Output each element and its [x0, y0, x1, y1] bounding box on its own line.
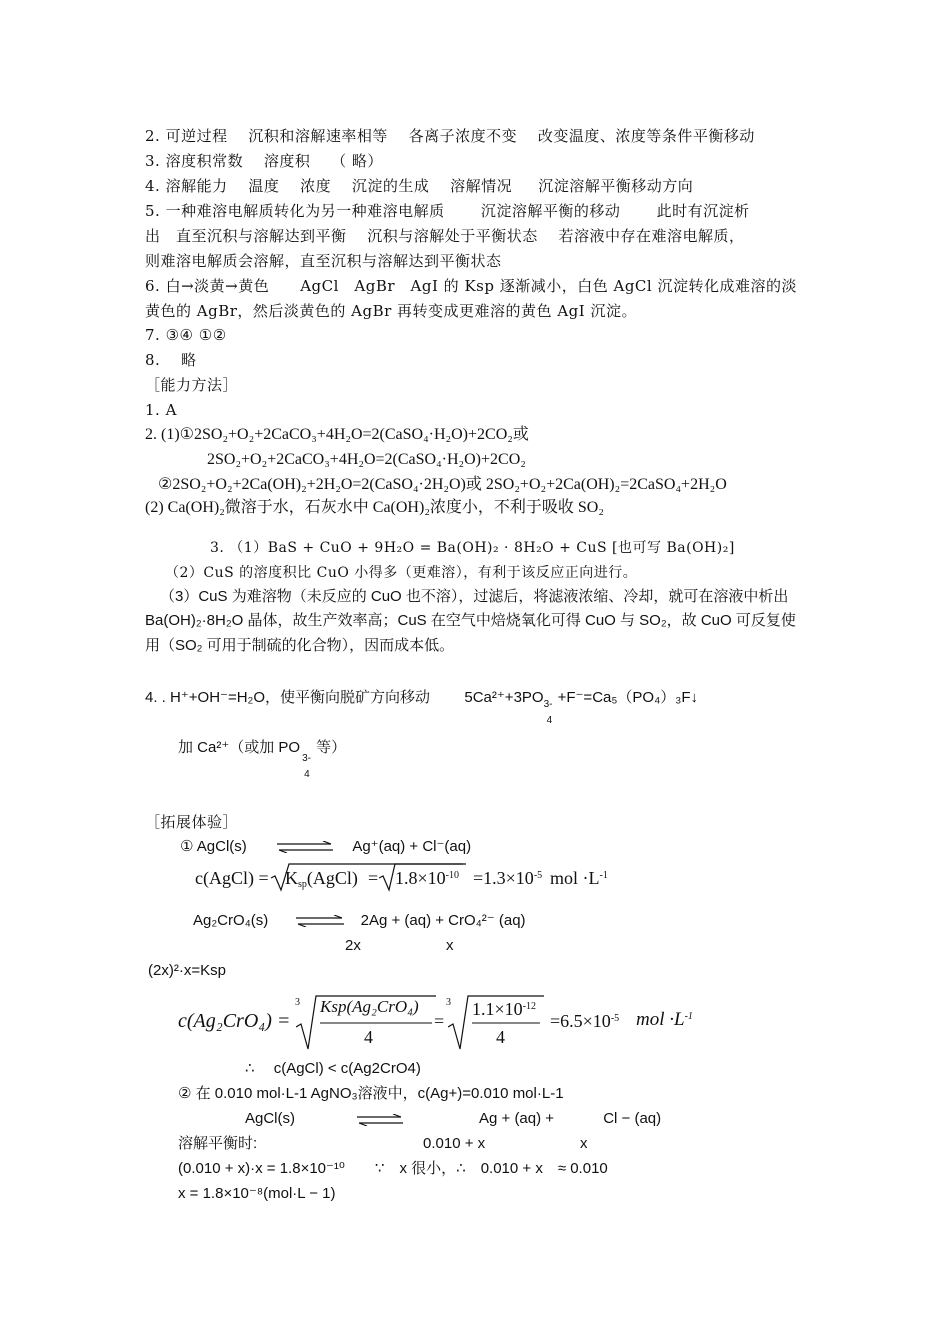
eq2-den: 4 [364, 1027, 373, 1047]
ext-eq1-reaction [180, 836, 471, 858]
ability-q4-line1 [145, 687, 698, 726]
ext-eq3-a: 0.010 + x [423, 1135, 486, 1152]
eq2-unit: mol $\cdot L^{-1}$ [636, 1009, 693, 1030]
answer-4: 4. 溶解能力 温度 浓度 沉淀的生成 溶解情况 沉淀溶解平衡移动方向 [145, 177, 694, 195]
ext-eq3-calc: (0.010 + x)·x = 1.8×10⁻¹⁰ ∵ x 很小，∴ 0.010 + x ≈ 0.010 [178, 1160, 608, 1177]
q4-text-c: +F⁻=Ca₅（PO₄）₃F↓ [557, 689, 698, 706]
answer-3: 3. 溶度积常数 溶度积 （ 略） [145, 152, 383, 170]
ext-eq2-2x: 2x [345, 937, 361, 954]
answer-6-line1: 6. 白→淡黄→黄色 AgCl AgBr AgI 的 Ksp 逐渐减小，白色 AgCl 沉淀转化成难溶的淡 [145, 277, 797, 295]
ext-eq2-right: 2Ag + (aq) + CrO₄²⁻ (aq) [360, 912, 526, 929]
eq1-mid: = [368, 868, 379, 888]
ext-eq3-right: Ag + (aq) + Cl − (aq) [479, 1110, 662, 1127]
ext-eq3-left: AgCl(s) [245, 1110, 296, 1127]
eq1-unit: mol $\cdot L^{-1}$ [550, 868, 608, 888]
ext-eq3-b: x [580, 1135, 588, 1152]
ext-eq2-left: Ag₂CrO₄(s) [193, 912, 269, 929]
answer-7: 7. ③④ ①② [145, 326, 227, 344]
eq1-lhs: c(AgCl) = [195, 868, 269, 888]
po-sup: 3- [543, 699, 553, 710]
ability-q3-line2: （2）CuS 的溶度积比 CuO 小得多（更难溶），有利于该反应正向进行。 [165, 565, 638, 581]
ext-eq3-label: 溶解平衡时: [178, 1135, 258, 1152]
answer-5-line3: 则难溶电解质会溶解，直至沉积与溶解达到平衡状态 [145, 252, 502, 270]
ext-eq2-reaction [193, 910, 526, 932]
formula-c-agcl [195, 862, 635, 892]
answer-5-line1: 5. 一种难溶电解质转化为另一种难溶电解质 沉淀溶解平衡的移动 此时有沉淀析 [145, 202, 750, 220]
ext-part2-intro: ② 在 0.010 mol·L-1 AgNO₃溶液中，c(Ag+)=0.010 mol·L-1 [178, 1085, 564, 1102]
q4-text-e: 等） [316, 739, 347, 756]
ability-q2-line3: ②2SO₂+O₂+2Ca(OH)₂+2H₂O=2(CaSO₄·2H₂O)或 2SO₂+O₂+2Ca(OH)₂=2CaSO₄+2H₂O [158, 476, 727, 493]
eq1-ksp: $K_{sp}(AgCl)$ [285, 868, 358, 890]
eq2-lhs: c(Ag₂CrO₄) = [178, 1010, 291, 1032]
ability-q3-line5: 用（SO₂ 可用于制硫的化合物），因而成本低。 [145, 637, 455, 654]
answer-5-line2: 出 直至沉积与溶解达到平衡 沉积与溶解处于平衡状态 若溶液中存在难溶电解质， [145, 227, 745, 245]
ext-eq3-result: x = 1.8×10⁻⁸(mol·L − 1) [178, 1185, 336, 1202]
ability-q3-line3: （3）CuS 为难溶物（未反应的 CuO 也不溶），过滤后，将滤液浓缩、冷却，就可在溶液中析出 [160, 588, 789, 605]
eq2-den-2: 4 [496, 1027, 505, 1047]
ability-q2-line2: 2SO₂+O₂+2CaCO₃+4H₂O=2(CaSO₄·H₂O)+2CO₂ [207, 451, 526, 468]
ability-q2-line1: 2. (1)①2SO₂+O₂+2CaCO₃+4H₂O=2(CaSO₄·H₂O)+2CO₂或 [145, 426, 529, 443]
q4-text-a: 4. . H⁺+OH⁻=H₂O，使平衡向脱矿方向移动 [145, 689, 431, 706]
equilibrium-arrow-icon-3 [355, 1114, 405, 1126]
eq1-val: $1.8\times 10^{-10}$ [395, 868, 459, 888]
q4-text-d: 加 Ca²⁺（或加 PO [178, 739, 301, 756]
po-sub-2: 4 [304, 769, 310, 780]
eq2-root-index: 3 [295, 997, 300, 1008]
ext-eq1-right: Ag⁺(aq) + Cl⁻(aq) [352, 838, 472, 855]
extension-heading: ［拓展体验］ [145, 813, 239, 831]
eq2-root-index-2: 3 [446, 997, 451, 1008]
ext-eq2-ksp: (2x)²·x=Ksp [148, 962, 226, 979]
ability-q1: 1. A [145, 401, 177, 419]
ext-therefore: ∴ c(AgCl) < c(Ag2CrO4) [245, 1060, 421, 1077]
ext-eq1-left: ① AgCl(s) [180, 838, 247, 855]
equilibrium-arrow-icon [275, 841, 335, 853]
ability-q3-line4: Ba(OH)₂·8H₂O 晶体，故生产效率高；CuS 在空气中焙烧氧化可得 CuO 与 SO₂，故 CuO 可反复使 [145, 612, 796, 629]
equilibrium-arrow-icon-2 [294, 915, 346, 927]
eq1-res: $=1.3\times 10^{-5}$ [473, 868, 543, 888]
po-sup-2: 3- [302, 753, 312, 764]
eq2-num2: $1.1\times 10^{-12}$ [472, 999, 536, 1019]
ability-q4-line2 [178, 737, 347, 780]
ability-heading: ［能力方法］ [145, 376, 239, 394]
eq2-num: Ksp(Ag₂CrO₄) [320, 997, 419, 1016]
eq2-res: $=6.5\times 10^{-5}$ [550, 1011, 620, 1031]
answer-2: 2. 可逆过程 沉积和溶解速率相等 各离子浓度不变 改变温度、浓度等条件平衡移动 [145, 127, 755, 145]
po-sub: 4 [546, 715, 553, 726]
answer-6-line2: 黄色的 AgBr，然后淡黄色的 AgBr 再转变成更难溶的黄色 AgI 沉淀。 [145, 302, 637, 320]
eq2-eq: = [434, 1011, 445, 1031]
formula-c-ag2cro4 [178, 993, 718, 1051]
ext-eq2-x: x [446, 937, 454, 954]
answer-8: 8. 略 [145, 351, 197, 369]
ability-q3-line1: 3. （1）BaS + CuO + 9H₂O = Ba(OH)₂ · 8H₂O + CuS [也可写 Ba(OH)₂] [210, 540, 735, 556]
ability-q2-line4: (2) Ca(OH)₂微溶于水，石灰水中 Ca(OH)₂浓度小，不利于吸收 SO₂ [145, 499, 604, 516]
sqrt-icon-2 [379, 862, 464, 892]
q4-text-b: 5Ca²⁺+3PO [464, 689, 544, 706]
